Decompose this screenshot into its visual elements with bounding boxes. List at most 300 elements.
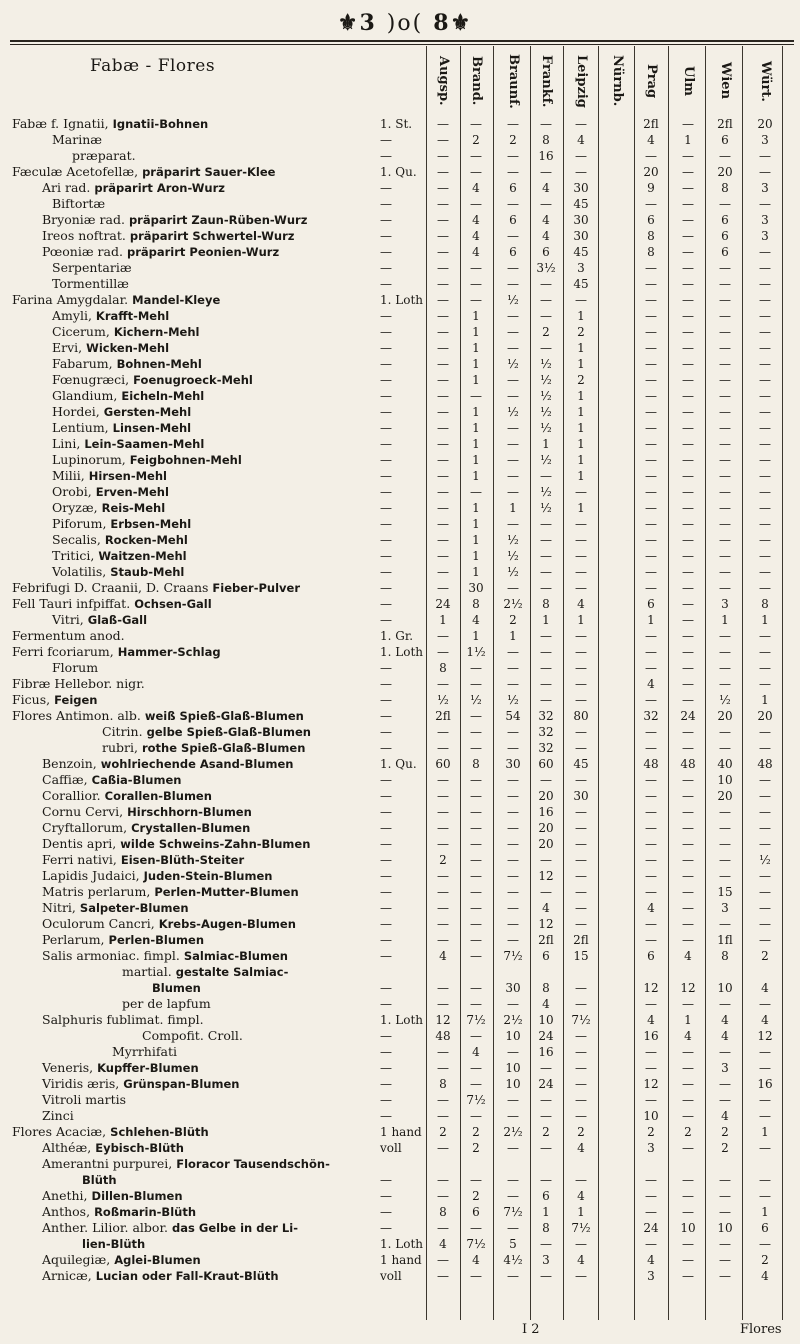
unit-cell: — <box>380 869 392 883</box>
price-cell: — <box>645 821 657 835</box>
price-cell: — <box>437 341 449 355</box>
table-row <box>0 1076 800 1092</box>
price-cell: — <box>507 997 519 1011</box>
column-header: Leipzig <box>574 54 589 108</box>
price-cell: — <box>470 837 482 851</box>
price-cell: — <box>719 661 731 675</box>
price-cell: 1 <box>472 517 480 531</box>
price-cell: 1 <box>577 613 585 627</box>
price-cell: — <box>682 741 694 755</box>
german-name: Crystallen-Blumen <box>127 821 251 835</box>
price-cell: — <box>682 853 694 867</box>
ornament-left: ⚜3 <box>337 10 377 36</box>
price-cell: — <box>645 373 657 387</box>
price-cell: — <box>437 293 449 307</box>
price-cell: 2 <box>684 1125 692 1139</box>
unit-cell: — <box>380 1109 392 1123</box>
table-row <box>0 996 800 1012</box>
price-cell: — <box>437 1141 449 1155</box>
unit-cell: — <box>380 997 392 1011</box>
price-cell: — <box>759 933 771 947</box>
price-cell: 4 <box>472 213 480 227</box>
item-name <box>42 884 299 900</box>
price-cell: — <box>470 1221 482 1235</box>
price-cell: 7½ <box>466 1013 486 1027</box>
price-cell: 2 <box>509 613 517 627</box>
unit-cell: — <box>380 901 392 915</box>
latin-name: Anethi, <box>42 1188 88 1203</box>
item-name <box>42 820 250 836</box>
unit-cell: — <box>380 389 392 403</box>
price-cell: — <box>682 789 694 803</box>
price-cell: 1 <box>472 533 480 547</box>
price-cell: — <box>645 149 657 163</box>
price-cell: — <box>759 405 771 419</box>
price-cell: — <box>575 1045 587 1059</box>
german-name: Salpeter-Blumen <box>75 901 189 915</box>
price-cell: 30 <box>573 213 589 227</box>
price-cell: — <box>719 1077 731 1091</box>
price-cell: — <box>759 821 771 835</box>
price-cell: 1 <box>439 613 447 627</box>
unit-cell: — <box>380 581 392 595</box>
item-name <box>42 1252 201 1268</box>
price-cell: — <box>719 1205 731 1219</box>
price-cell: — <box>540 165 552 179</box>
price-cell: 1 <box>761 613 769 627</box>
price-cell: — <box>540 1141 552 1155</box>
unit-cell: — <box>380 885 392 899</box>
price-cell: 3 <box>577 261 585 275</box>
table-row <box>0 436 800 452</box>
price-cell: 2 <box>542 325 550 339</box>
price-cell: — <box>470 805 482 819</box>
price-cell: 4 <box>721 1029 729 1043</box>
latin-name: Oryzæ, <box>52 500 98 515</box>
price-cell: 2 <box>472 1141 480 1155</box>
price-cell: — <box>575 1173 587 1187</box>
price-cell: 7½ <box>503 1205 523 1219</box>
unit-cell: 1. Qu. <box>380 165 417 179</box>
item-name <box>42 228 294 244</box>
price-cell: — <box>682 661 694 675</box>
price-cell: 20 <box>717 709 733 723</box>
table-row <box>0 292 800 308</box>
unit-cell: — <box>380 1061 392 1075</box>
table-row <box>0 644 800 660</box>
item-name <box>52 516 191 532</box>
table-row <box>0 132 800 148</box>
price-cell: — <box>437 645 449 659</box>
item-name <box>72 148 136 164</box>
item-name <box>52 276 129 292</box>
price-cell: — <box>759 325 771 339</box>
price-cell: — <box>682 149 694 163</box>
price-cell: 6 <box>721 213 729 227</box>
price-cell: — <box>437 229 449 243</box>
latin-name: Ervi, <box>52 340 83 355</box>
price-cell: — <box>507 453 519 467</box>
unit-cell: — <box>380 1029 392 1043</box>
unit-cell: 1. Loth <box>380 645 424 659</box>
price-cell: — <box>507 885 519 899</box>
table-row <box>0 1060 800 1076</box>
price-cell: — <box>719 677 731 691</box>
price-cell: — <box>645 725 657 739</box>
price-cell: 3 <box>761 181 769 195</box>
price-cell: — <box>540 197 552 211</box>
price-cell: 1 <box>472 453 480 467</box>
unit-cell: — <box>380 453 392 467</box>
price-cell: — <box>645 357 657 371</box>
price-cell: 6 <box>542 245 550 259</box>
price-cell: — <box>645 773 657 787</box>
price-cell: 6 <box>721 245 729 259</box>
price-cell: — <box>719 517 731 531</box>
price-cell: — <box>682 501 694 515</box>
price-cell: — <box>470 709 482 723</box>
latin-name: Anther. Lilior. albor. <box>42 1220 169 1235</box>
price-cell: — <box>759 357 771 371</box>
price-cell: 2 <box>472 133 480 147</box>
latin-name: Pœoniæ rad. <box>42 244 123 259</box>
table-row <box>0 660 800 676</box>
price-cell: — <box>437 517 449 531</box>
price-cell: 2 <box>721 1125 729 1139</box>
price-cell: — <box>759 421 771 435</box>
unit-cell: — <box>380 373 392 387</box>
price-cell: — <box>507 325 519 339</box>
latin-name: Fæculæ Acetofellæ, <box>12 164 139 179</box>
german-name: Fieber-Pulver <box>208 581 301 595</box>
price-cell: 4 <box>761 981 769 995</box>
price-cell: 30 <box>573 789 589 803</box>
unit-cell: 1. St. <box>380 117 413 131</box>
price-cell: — <box>645 325 657 339</box>
german-name: Feigen <box>50 693 98 707</box>
table-row <box>0 596 800 612</box>
german-name: Dillen-Blumen <box>87 1189 183 1203</box>
german-name: Ignatii-Bohnen <box>108 117 209 131</box>
item-name <box>12 116 208 132</box>
price-cell: — <box>719 725 731 739</box>
price-cell: — <box>507 901 519 915</box>
price-cell: — <box>540 853 552 867</box>
german-name: Feigbohnen-Mehl <box>125 453 242 467</box>
price-cell: 3 <box>761 213 769 227</box>
price-cell: — <box>645 565 657 579</box>
item-name <box>42 244 279 260</box>
latin-name: Perlarum, <box>42 932 105 947</box>
price-cell: 2fl <box>538 933 554 947</box>
price-cell: — <box>507 149 519 163</box>
unit-cell: — <box>380 613 392 627</box>
latin-name: Viridis æris, <box>42 1076 120 1091</box>
price-cell: — <box>575 517 587 531</box>
latin-name: Tormentillæ <box>52 276 129 291</box>
price-cell: — <box>759 485 771 499</box>
price-cell: — <box>437 629 449 643</box>
item-name <box>42 1220 298 1236</box>
price-cell: — <box>759 581 771 595</box>
price-cell: — <box>507 1173 519 1187</box>
price-cell: — <box>575 149 587 163</box>
price-cell: 4 <box>472 229 480 243</box>
price-cell: 32 <box>538 741 554 755</box>
price-cell: — <box>437 565 449 579</box>
item-name <box>42 1012 204 1028</box>
price-cell: 2 <box>542 1125 550 1139</box>
price-cell: 4 <box>684 949 692 963</box>
price-cell: 1 <box>577 309 585 323</box>
column-header: Frankf. <box>539 54 554 108</box>
price-cell: — <box>437 885 449 899</box>
price-cell: 24 <box>538 1029 554 1043</box>
price-cell: — <box>540 469 552 483</box>
table-row <box>0 356 800 372</box>
price-cell: — <box>645 453 657 467</box>
price-cell: — <box>645 869 657 883</box>
item-name <box>42 868 272 884</box>
price-cell: 1 <box>684 133 692 147</box>
price-cell: — <box>645 501 657 515</box>
price-cell: 4 <box>647 1013 655 1027</box>
price-cell: — <box>645 1189 657 1203</box>
price-cell: — <box>759 1173 771 1187</box>
price-cell: ½ <box>759 853 771 867</box>
latin-name: per de lapfum <box>122 996 211 1011</box>
price-cell: — <box>437 1093 449 1107</box>
price-cell: 4 <box>472 1045 480 1059</box>
unit-cell: — <box>380 725 392 739</box>
unit-cell: — <box>380 277 392 291</box>
price-cell: 45 <box>573 197 589 211</box>
price-cell: — <box>470 933 482 947</box>
price-cell: — <box>682 805 694 819</box>
german-name: Blumen <box>152 981 201 995</box>
latin-name: Fabarum, <box>52 356 113 371</box>
price-cell: — <box>719 469 731 483</box>
table-row <box>0 820 800 836</box>
german-name: rothe Spieß-Glaß-Blumen <box>137 741 306 755</box>
price-cell: 1 <box>577 1205 585 1219</box>
price-cell: — <box>759 469 771 483</box>
german-name: präparirt Peonien-Wurz <box>122 245 280 259</box>
price-cell: — <box>682 629 694 643</box>
table-row <box>0 628 800 644</box>
price-cell: — <box>682 613 694 627</box>
german-name: das Gelbe in der Li- <box>168 1221 298 1235</box>
price-cell: 8 <box>647 229 655 243</box>
price-cell: — <box>470 485 482 499</box>
price-cell: 16 <box>538 805 554 819</box>
price-cell: 1 <box>577 453 585 467</box>
item-name <box>52 468 167 484</box>
price-cell: 32 <box>643 709 659 723</box>
price-cell: — <box>470 277 482 291</box>
price-cell: — <box>682 1093 694 1107</box>
price-cell: — <box>437 869 449 883</box>
price-cell: — <box>437 933 449 947</box>
price-cell: — <box>540 661 552 675</box>
table-row <box>0 1268 800 1284</box>
price-cell: 1 <box>577 405 585 419</box>
price-cell: 1 <box>472 565 480 579</box>
price-cell: — <box>682 645 694 659</box>
price-cell: — <box>507 1269 519 1283</box>
price-cell: 1 <box>721 613 729 627</box>
price-cell: — <box>507 117 519 131</box>
latin-name: martial. <box>122 964 172 979</box>
price-cell: ½ <box>437 693 449 707</box>
latin-name: Ireos noftrat. <box>42 228 126 243</box>
price-cell: — <box>682 933 694 947</box>
price-cell: — <box>437 181 449 195</box>
table-row <box>0 164 800 180</box>
price-cell: 4 <box>577 1141 585 1155</box>
price-cell: — <box>682 997 694 1011</box>
price-cell: 1 <box>472 373 480 387</box>
unit-cell: 1 hand <box>380 1125 422 1139</box>
price-cell: — <box>507 437 519 451</box>
price-cell: — <box>759 533 771 547</box>
price-cell: 12 <box>643 981 659 995</box>
german-name: Mandel-Kleye <box>128 293 221 307</box>
item-name <box>42 1108 74 1124</box>
price-cell: — <box>682 581 694 595</box>
price-cell: — <box>719 1045 731 1059</box>
price-cell: — <box>437 133 449 147</box>
table-row <box>0 740 800 756</box>
price-cell: — <box>507 725 519 739</box>
item-name <box>112 1044 177 1060</box>
price-cell: 2fl <box>435 709 451 723</box>
price-cell: — <box>507 917 519 931</box>
table-row <box>0 228 800 244</box>
price-cell: — <box>719 405 731 419</box>
price-cell: 1 <box>472 501 480 515</box>
price-cell: — <box>507 309 519 323</box>
price-cell: — <box>437 821 449 835</box>
unit-cell: 1. Loth <box>380 1013 424 1027</box>
price-cell: 20 <box>717 165 733 179</box>
unit-cell: — <box>380 1045 392 1059</box>
price-cell: — <box>759 661 771 675</box>
price-cell: 3½ <box>536 261 556 275</box>
price-cell: — <box>645 805 657 819</box>
price-cell: — <box>470 741 482 755</box>
price-cell: 16 <box>538 149 554 163</box>
price-cell: 6 <box>509 245 517 259</box>
item-name <box>12 292 220 308</box>
price-cell: — <box>575 629 587 643</box>
price-cell: — <box>437 741 449 755</box>
price-cell: — <box>470 389 482 403</box>
latin-name: Flores Acaciæ, <box>12 1124 107 1139</box>
price-cell: — <box>437 149 449 163</box>
unit-cell: — <box>380 309 392 323</box>
price-cell: — <box>759 789 771 803</box>
price-cell: 6 <box>509 213 517 227</box>
price-cell: — <box>719 645 731 659</box>
price-cell: — <box>540 1269 552 1283</box>
price-cell: — <box>645 917 657 931</box>
price-cell: — <box>682 597 694 611</box>
item-name <box>42 900 189 916</box>
german-name: Krafft-Mehl <box>91 309 170 323</box>
price-cell: — <box>437 437 449 451</box>
price-cell: — <box>437 1189 449 1203</box>
price-cell: 10 <box>643 1109 659 1123</box>
unit-cell: — <box>380 549 392 563</box>
price-cell: — <box>719 277 731 291</box>
column-header: Nürnb. <box>610 55 625 107</box>
table-row <box>0 452 800 468</box>
table-row <box>0 772 800 788</box>
price-cell: ½ <box>540 501 552 515</box>
german-name: Foenugroeck-Mehl <box>129 373 253 387</box>
price-cell: 1 <box>542 613 550 627</box>
german-name: Erven-Mehl <box>91 485 169 499</box>
price-cell: ½ <box>540 453 552 467</box>
item-name <box>42 916 296 932</box>
price-cell: — <box>437 405 449 419</box>
price-cell: — <box>645 1045 657 1059</box>
price-cell: — <box>645 437 657 451</box>
price-cell: — <box>575 853 587 867</box>
price-cell: — <box>437 677 449 691</box>
price-cell: 30 <box>505 757 521 771</box>
price-cell: 6 <box>542 949 550 963</box>
price-cell: 1 <box>472 325 480 339</box>
latin-name: Cicerum, <box>52 324 110 339</box>
price-cell: — <box>682 213 694 227</box>
price-cell: 7½ <box>503 949 523 963</box>
price-cell: 16 <box>757 1077 773 1091</box>
item-name <box>42 804 252 820</box>
unit-cell: — <box>380 773 392 787</box>
unit-cell: — <box>380 357 392 371</box>
unit-cell: — <box>380 341 392 355</box>
price-cell: — <box>682 117 694 131</box>
price-cell: — <box>470 917 482 931</box>
unit-cell: — <box>380 1205 392 1219</box>
item-name <box>102 740 305 756</box>
german-name: präparirt Sauer-Klee <box>138 165 276 179</box>
price-cell: 7½ <box>466 1093 486 1107</box>
price-cell: 12 <box>680 981 696 995</box>
item-name <box>52 324 199 340</box>
price-cell: — <box>645 1237 657 1251</box>
price-cell: — <box>540 309 552 323</box>
price-cell: — <box>719 549 731 563</box>
price-cell: — <box>437 1045 449 1059</box>
table-row <box>0 340 800 356</box>
item-name <box>142 1028 243 1044</box>
unit-cell: — <box>380 949 392 963</box>
price-cell: — <box>645 1173 657 1187</box>
price-cell: — <box>682 1061 694 1075</box>
price-cell: 4 <box>577 1253 585 1267</box>
ornament-middle: )o( <box>386 10 424 36</box>
price-cell: — <box>719 917 731 931</box>
price-cell: 12 <box>435 1013 451 1027</box>
latin-name: Marinæ <box>52 132 103 147</box>
unit-cell: — <box>380 853 392 867</box>
item-name <box>42 836 310 852</box>
german-name: Hirsen-Mehl <box>84 469 167 483</box>
latin-name: Vitri, <box>52 612 84 627</box>
